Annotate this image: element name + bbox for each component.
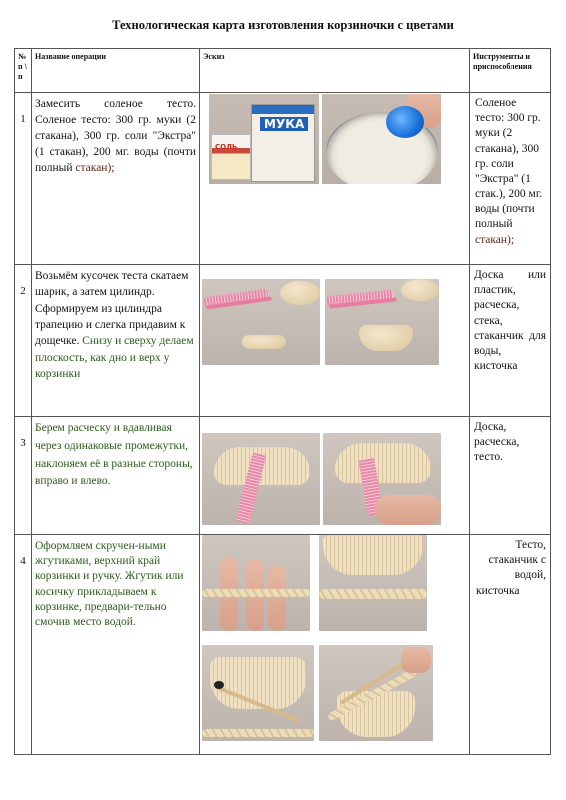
attaching-handle-photo <box>319 645 433 741</box>
water-cup <box>386 106 424 138</box>
operation-text: Берем расческу и вдавливая через одинаковые промежутки, наклоняем её в разные стороны, вправо и влево. <box>32 417 200 535</box>
dough-trapezoid-photo <box>325 279 439 365</box>
dough-cylinder <box>242 335 286 349</box>
textured-dough <box>335 443 431 483</box>
tools-text: Доска, расческа, тесто. <box>470 417 551 535</box>
table-row <box>15 417 551 535</box>
rolling-braid-photo <box>202 535 310 631</box>
dough-rope <box>202 589 310 597</box>
sketch-cell <box>200 265 470 417</box>
sketch-cell <box>200 535 470 755</box>
brushing-basket-photo <box>202 645 314 741</box>
sketch-cell <box>200 93 470 265</box>
table-header-row <box>15 49 551 93</box>
step-number: 2 <box>15 265 32 417</box>
dough-rope <box>202 729 314 737</box>
table-row <box>15 93 551 265</box>
step-number: 4 <box>15 535 32 755</box>
hand <box>375 495 441 525</box>
comb-pressing-photo <box>202 433 320 525</box>
dough-trapezoid <box>359 325 413 351</box>
operation-text: Оформляем скручен-ными жгутиками, верхний край корзинки и ручку. Жгутик или косичку прикладываем к корзинке, предвари-тельно смочив место водой. <box>32 535 200 755</box>
basket-base <box>323 535 423 575</box>
header-operation: Название операции <box>32 49 200 93</box>
flour-package: МУКА <box>251 104 315 182</box>
header-sketch: Эскиз <box>200 49 470 93</box>
operation-text: Возьмём кусочек теста скатаем шарик, а затем цилиндр. Сформируем из цилиндра трапецию и слегка придавим к дощечке. Снизу и сверху делаем плоскость, как дно и верх у корзинки <box>32 265 200 417</box>
tools-text: Тесто, стаканчик с водой, кисточка <box>470 535 551 755</box>
dough-ball <box>401 279 439 301</box>
step-number: 1 <box>15 93 32 265</box>
dough-ball-photo <box>202 279 320 365</box>
tools-text: Доска или пластик, расческа, стека, стаканчик для воды, кисточка <box>470 265 551 417</box>
mixing-bowl-photo <box>322 94 441 184</box>
brush-tip <box>214 681 224 689</box>
step-number: 3 <box>15 417 32 535</box>
finished-braid-photo <box>319 535 427 631</box>
table-row <box>15 265 551 417</box>
header-tools: Инструменты и приспособления <box>470 49 551 93</box>
ingredients-photo <box>209 94 319 184</box>
document-title: Технологическая карта изготовления корзиночки с цветами <box>112 18 454 32</box>
finger <box>268 565 286 631</box>
comb-tilting-photo <box>323 433 441 525</box>
technology-table <box>14 48 551 755</box>
tools-text: Соленое тесто: 300 гр. муки (2 стакана), 300 гр. соли "Экстра" (1 стак.), 200 мг. воды (почти полный стакан); <box>470 93 551 265</box>
dough-ball <box>280 281 320 305</box>
twisted-braid <box>319 589 427 599</box>
sketch-cell <box>200 417 470 535</box>
header-number: № п \ п <box>15 49 32 93</box>
hand <box>401 647 431 673</box>
operation-text: Замесить соленое тесто. Соленое тесто: 300 гр. муки (2 стакана), 300 гр. соли "Экстра" (1 стакан), 200 мг. воды (почти полный стакан); <box>32 93 200 265</box>
salt-package: СОЛЬ <box>211 134 251 180</box>
table-row <box>15 535 551 755</box>
